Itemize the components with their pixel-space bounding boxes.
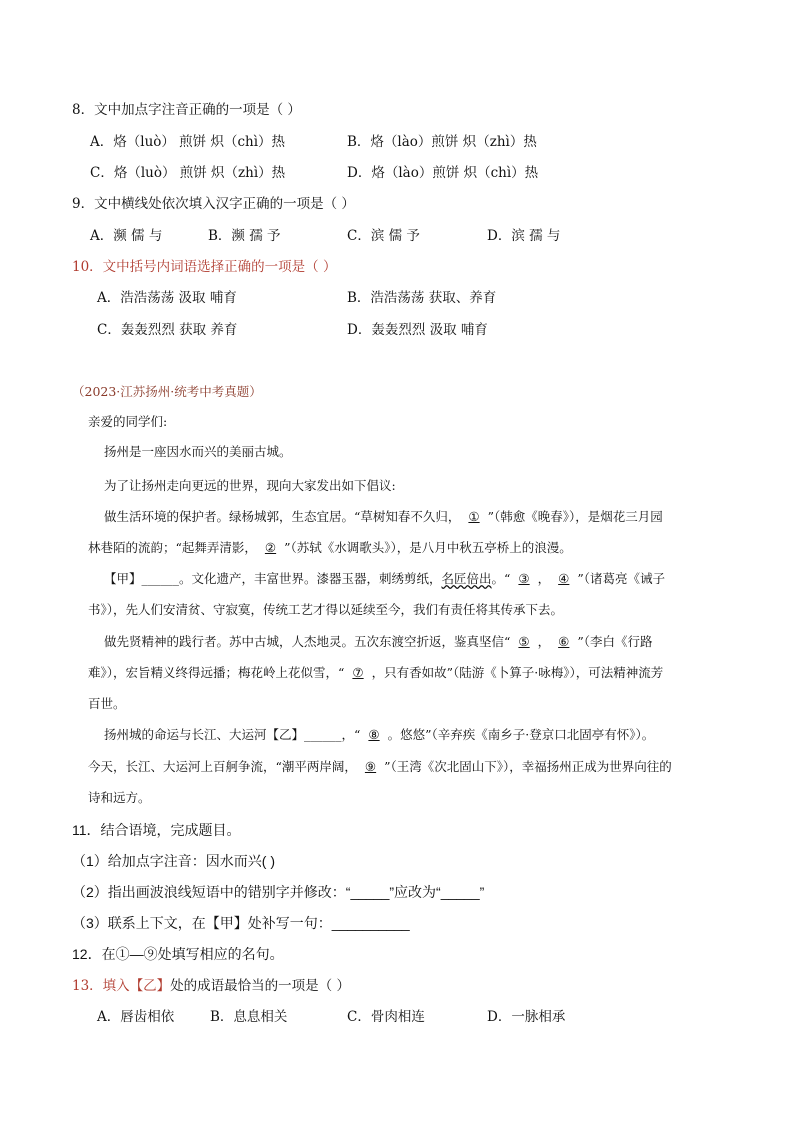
passage-text: ”（李白《行路 <box>577 634 653 649</box>
q13-stem-mark: 【乙】 <box>129 978 171 994</box>
q8-option-c[interactable]: C．烙（luò） 煎饼 炽（zhì）热 <box>90 165 286 181</box>
q13-option-c[interactable]: C．骨肉相连 <box>347 1009 425 1025</box>
passage-line <box>104 507 663 527</box>
passage-greeting: 亲爱的同学们: <box>88 414 168 429</box>
q11-sub3[interactable]: （3）联系上下文，在【甲】处补写一句：__________ <box>72 915 410 931</box>
passage-text: ， <box>537 634 551 649</box>
q13-stem-pre: 13．填入 <box>72 978 130 994</box>
blank-7[interactable]: ⑦ <box>352 665 364 680</box>
passage-text: 。“ <box>491 571 511 586</box>
q8-option-a[interactable]: A．烙（luò） 煎饼 炽（chì）热 <box>90 134 286 150</box>
q8-option-b[interactable]: B．烙（lào）煎饼 炽（zhì）热 <box>347 134 537 150</box>
passage-line <box>104 725 654 745</box>
passage-text: 难》），宏旨精义终得远播；梅花岭上花似雪，“ <box>88 665 345 680</box>
blank-6[interactable]: ⑥ <box>558 634 570 649</box>
q10-option-d[interactable]: D．轰轰烈烈 汲取 哺育 <box>347 322 488 338</box>
passage-text: ，只有香如故”（陆游《卜算子·咏梅》），可法精神流芳 <box>371 665 664 680</box>
blank-2[interactable]: ② <box>264 540 277 555</box>
passage-line <box>88 757 672 777</box>
passage-text: ”（苏轼《水调歌头》），是八月中秋五亭桥上的浪漫。 <box>284 540 572 555</box>
passage-text: 林巷陌的流韵；“起舞弄清影， <box>88 540 257 555</box>
passage-line <box>88 663 663 683</box>
passage-line: 诗和远方。 <box>88 790 151 805</box>
passage-paragraph: 扬州是一座因水而兴的美丽古城。 <box>104 444 292 459</box>
passage-line: 书》），先人们安清贫、守寂寞，传统工艺才得以延续至今，我们有责任将其传承下去。 <box>88 602 564 617</box>
passage-text: ， <box>537 571 551 586</box>
q13-stem-post: 处的成语最恰当的一项是（ ） <box>170 978 350 994</box>
q13-option-a[interactable]: A．唇齿相依 <box>97 1009 175 1025</box>
blank-8[interactable]: ⑧ <box>368 727 380 742</box>
q8-option-d[interactable]: D．烙（lào）煎饼 炽（chì）热 <box>347 165 539 181</box>
passage-text: ”（诸葛亮《诫子 <box>577 571 666 586</box>
q11-stem: 11．结合语境，完成题目。 <box>72 822 241 838</box>
passage-text: 做生活环境的保护者。绿杨城郭，生态宜居。“草树知春不久归， <box>104 509 461 524</box>
passage-text: 。悠悠”（辛弃疾《南乡子·登京口北固亭有怀》）。 <box>387 727 655 742</box>
passage-text: ”（王湾《次北固山下》），幸福扬州正成为世界向往的 <box>384 759 672 774</box>
q8-stem: 8．文中加点字注音正确的一项是（ ） <box>72 102 301 118</box>
blank-9[interactable]: ⑨ <box>364 759 377 774</box>
passage-text: 【甲】______。文化遗产，丰富世界。漆器玉器，刺绣剪纸， <box>104 571 442 586</box>
q11-sub1[interactable]: （1）给加点字注音：因水而兴( ) <box>72 853 275 869</box>
passage-line <box>88 538 572 558</box>
blank-1[interactable]: ① <box>468 509 480 524</box>
q9-option-c[interactable]: C．滨 儒 予 <box>347 228 420 244</box>
q9-option-b[interactable]: B．濒 孺 予 <box>208 228 281 244</box>
wavy-phrase: 名匠倍出 <box>441 571 492 586</box>
passage-line: 百世。 <box>88 696 126 711</box>
q10-option-c[interactable]: C．轰轰烈烈 获取 养育 <box>97 322 238 338</box>
passage-text: 做先贤精神的践行者。苏中古城，人杰地灵。五次东渡空折返，鉴真坚信“ <box>104 634 511 649</box>
q11-sub2[interactable]: （2）指出画波浪线短语中的错别字并修改：“_____”应改为“_____” <box>72 884 485 900</box>
q10-stem: 10．文中括号内词语选择正确的一项是（ ） <box>72 259 337 275</box>
passage-text: 今天，长江、大运河上百舸争流，“潮平两岸阔， <box>88 759 357 774</box>
q9-stem: 9．文中横线处依次填入汉字正确的一项是（ ） <box>72 196 355 212</box>
blank-4[interactable]: ④ <box>558 571 570 586</box>
q13-stem <box>72 976 350 996</box>
q10-option-b[interactable]: B．浩浩荡荡 获取、养育 <box>347 290 497 306</box>
q13-option-d[interactable]: D．一脉相承 <box>487 1009 566 1025</box>
passage-line <box>104 569 665 589</box>
q10-option-a[interactable]: A．浩浩荡荡 汲取 哺育 <box>97 290 237 306</box>
passage-text: ”（韩愈《晚春》），是烟花三月园 <box>487 509 663 524</box>
q9-option-a[interactable]: A．濒 儒 与 <box>90 228 163 244</box>
passage-line <box>104 632 653 652</box>
q9-option-d[interactable]: D．滨 孺 与 <box>487 228 561 244</box>
passage-text: 扬州城的命运与长江、大运河【乙】______，“ <box>104 727 361 742</box>
passage-paragraph: 为了让扬州走向更远的世界，现向大家发出如下倡议: <box>104 478 396 493</box>
blank-3[interactable]: ③ <box>518 571 530 586</box>
blank-5[interactable]: ⑤ <box>518 634 530 649</box>
q13-option-b[interactable]: B．息息相关 <box>210 1009 288 1025</box>
q12-stem: 12．在①—⑨处填写相应的名句。 <box>72 946 284 962</box>
passage-source: （2023·江苏扬州·统考中考真题） <box>72 384 262 399</box>
